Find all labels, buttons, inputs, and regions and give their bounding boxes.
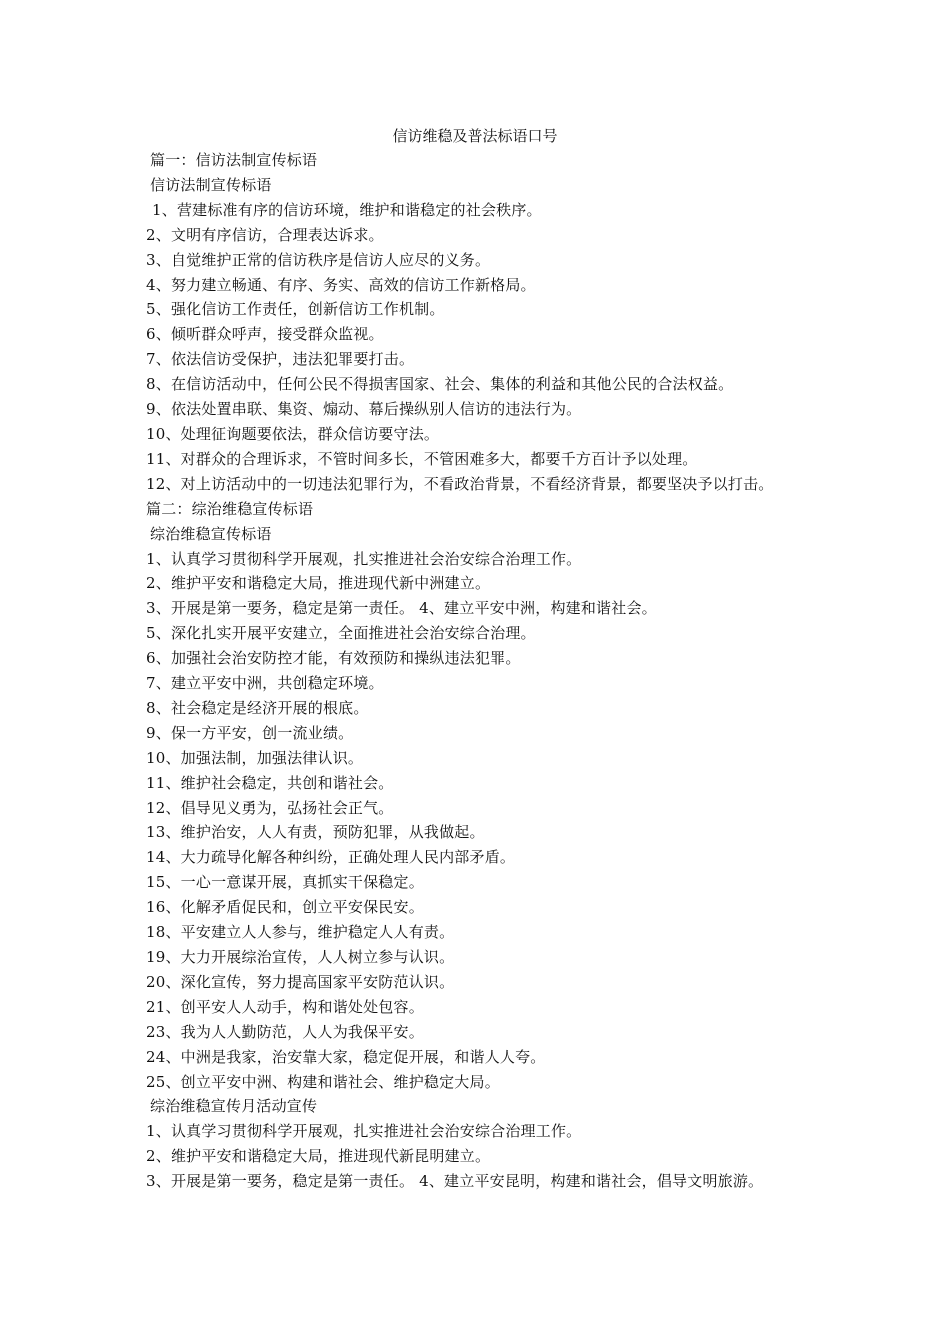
text-line: 21、创平安人人动手，构和谐处处包容。	[146, 997, 424, 1016]
text-line: 综治维稳宣传月活动宣传	[150, 1097, 318, 1116]
text-line: 5、深化扎实开展平安建立，全面推进社会治安综合治理。	[146, 624, 536, 643]
text-line: 18、平安建立人人参与，维护稳定人人有责。	[146, 923, 455, 942]
text-line: 综治维稳宣传标语	[150, 524, 272, 543]
text-line: 6、倾听群众呼声，接受群众监视。	[146, 325, 384, 344]
text-line: 12、对上访活动中的一切违法犯罪行为，不看政治背景，不看经济背景，都要坚决予以打击。	[146, 474, 774, 493]
text-line: 3、开展是第一要务，稳定是第一责任。 4、建立平安中洲，构建和谐社会。	[146, 599, 657, 618]
document-body	[146, 148, 816, 1194]
text-line: 8、在信访活动中，任何公民不得损害国家、社会、集体的利益和其他公民的合法权益。	[146, 375, 734, 394]
text-line: 11、对群众的合理诉求，不管时间多长，不管困难多大，都要千方百计予以处理。	[146, 449, 698, 468]
text-line: 2、文明有序信访，合理表达诉求。	[146, 225, 384, 244]
text-line: 8、社会稳定是经济开展的根底。	[146, 698, 369, 717]
text-line: 19、大力开展综治宣传，人人树立参与认识。	[146, 948, 455, 966]
text-line: 4、努力建立畅通、有序、务实、高效的信访工作新格局。	[146, 275, 536, 294]
text-line: 16、化解矛盾促民和，创立平安保民安。	[146, 898, 424, 917]
text-line: 7、依法信访受保护，违法犯罪要打击。	[146, 350, 415, 369]
text-line: 11、维护社会稳定，共创和谐社会。	[146, 773, 394, 792]
text-line: 25、创立平安中洲、构建和谐社会、维护稳定大局。	[146, 1072, 500, 1091]
text-line: 5、强化信访工作责任，创新信访工作机制。	[146, 300, 445, 319]
text-line: 23、我为人人勤防范，人人为我保平安。	[146, 1022, 424, 1041]
text-line: 13、维护治安，人人有责，预防犯罪，从我做起。	[146, 823, 485, 842]
text-line: 篇一：信访法制宣传标语	[150, 151, 318, 169]
text-line: 1、认真学习贯彻科学开展观，扎实推进社会治安综合治理工作。	[146, 1122, 582, 1141]
text-line: 14、大力疏导化解各种纠纷，正确处理人民内部矛盾。	[146, 848, 516, 867]
text-line: 信访法制宣传标语	[150, 175, 272, 194]
text-line: 10、加强法制，加强法律认识。	[146, 748, 364, 767]
text-line: 9、保一方平安，创一流业绩。	[146, 723, 354, 742]
text-line: 3、开展是第一要务，稳定是第一责任。 4、建立平安昆明，构建和谐社会，倡导文明旅游。	[146, 1172, 764, 1191]
text-line: 12、倡导见义勇为，弘扬社会正气。	[146, 798, 394, 817]
text-line: 2、维护平安和谐稳定大局，推进现代新中洲建立。	[146, 574, 491, 593]
text-line: 6、加强社会治安防控才能，有效预防和操纵违法犯罪。	[146, 649, 521, 668]
text-line: 24、中洲是我家，治安靠大家，稳定促开展，和谐人人夸。	[146, 1047, 546, 1066]
text-line: 7、建立平安中洲，共创稳定环境。	[146, 674, 384, 693]
text-line: 2、维护平安和谐稳定大局，推进现代新昆明建立。	[146, 1147, 491, 1166]
text-line: 3、自觉维护正常的信访秩序是信访人应尽的义务。	[146, 250, 491, 269]
text-line: 1、营建标准有序的信访环境，维护和谐稳定的社会秩序。	[152, 200, 542, 219]
text-line: 10、处理征询题要依法，群众信访要守法。	[146, 424, 440, 443]
document-title: 信访维稳及普法标语口号	[392, 127, 558, 145]
text-line: 9、依法处置串联、集资、煽动、幕后操纵别人信访的违法行为。	[146, 400, 582, 419]
text-line: 篇二：综治维稳宣传标语	[146, 499, 314, 518]
text-line: 1、认真学习贯彻科学开展观，扎实推进社会治安综合治理工作。	[146, 549, 582, 568]
text-line: 15、一心一意谋开展，真抓实干保稳定。	[146, 873, 424, 892]
text-line: 20、深化宣传，努力提高国家平安防范认识。	[146, 972, 455, 991]
